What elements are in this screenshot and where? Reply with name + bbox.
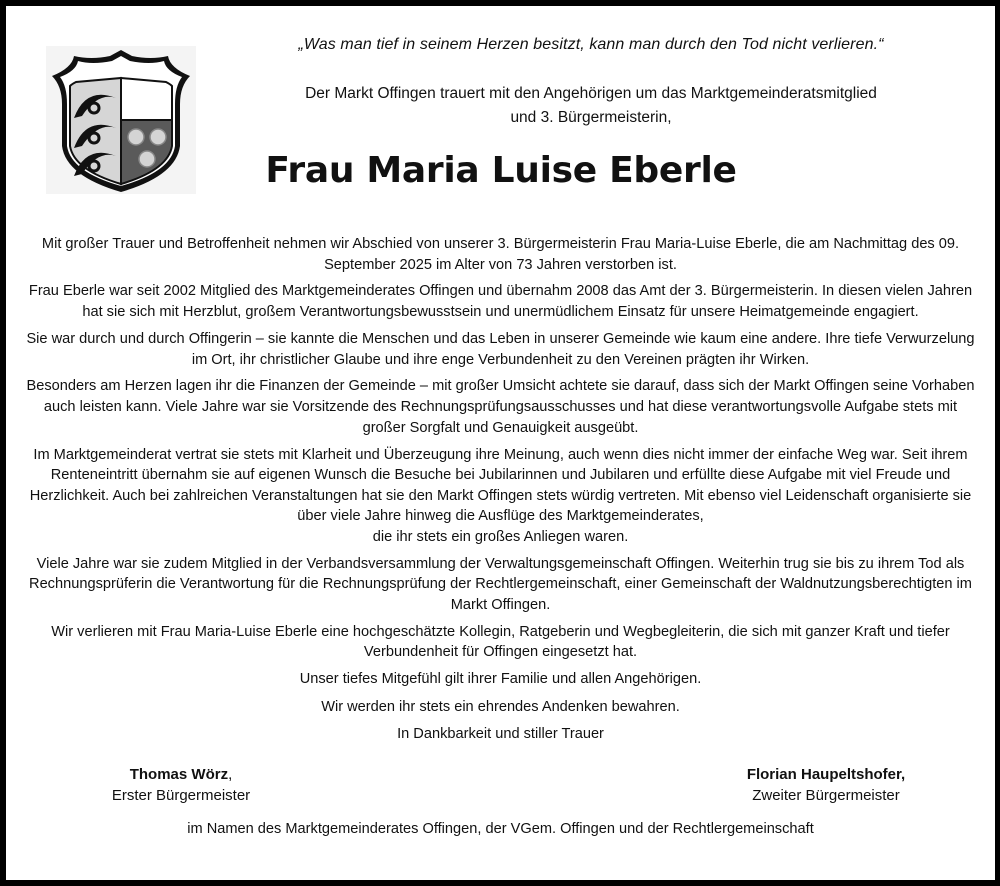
- signatory-name: Florian Haupeltshofer,: [746, 766, 906, 783]
- intro-line-2: und 3. Bürgermeisterin,: [510, 109, 672, 126]
- paragraph: Frau Eberle war seit 2002 Mitglied des Marktgemeinderates Offingen und übernahm 2008 das Amt der 3. Bürgermeisterin. In diesen vielen Jahren hat sie sich mit Herzblut, großem Verantwortungsbewusstsein und unermüdlichem Einsatz für unsere Heimatgemeinde engagiert.: [28, 283, 973, 321]
- on-behalf-of-text: im Namen des Marktgemeinderates Offingen, der VGem. Offingen und der Rechtlergemeinschaft: [187, 821, 814, 837]
- intro-line-1: Der Markt Offingen trauert mit den Angehörigen um das Marktgemeinderatsmitglied: [305, 85, 877, 102]
- signature-left: [101, 764, 261, 806]
- memorial-quote: „Was man tief in seinem Herzen besitzt, kann man durch den Tod nicht verlieren.“: [298, 36, 884, 53]
- paragraph: Wir verlieren mit Frau Maria-Luise Eberle eine hochgeschätzte Kollegin, Ratgeberin und Wegbegleiterin, die sich mit ganzer Kraft und tiefer Verbundenheit für Offingen eingesetzt hat.: [51, 623, 950, 661]
- signatory-name: Thomas Wörz: [129, 766, 229, 783]
- signatory-name-suffix: ,: [228, 766, 233, 783]
- paragraph: Wir werden ihr stets ein ehrendes Andenken bewahren.: [321, 698, 680, 715]
- paragraph: Mit großer Trauer und Betroffenheit nehmen wir Abschied von unserer 3. Bürgermeisterin Frau Maria-Luise Eberle, die am Nachmittag des 09. September 2025 im Alter von 73 Jahren verstorben ist.: [41, 236, 960, 273]
- paragraph: die ihr stets ein großes Anliegen waren.: [372, 528, 629, 545]
- paragraph: In Dankbarkeit und stiller Trauer: [397, 725, 604, 742]
- paragraph: Viele Jahre war sie zudem Mitglied in der Verbandsversammlung der Verwaltungsgemeinschaft Offingen. Weiterhin trug sie bis zu ihrem Tod als Rechnungsprüferin die Verantwortung für die Rechnungsprüfung der Rechtlergemeinschaft, einer Gemeinschaft der Waldnutzungsberechtigten im Markt Offingen.: [29, 555, 972, 613]
- paragraph: Unser tiefes Mitgefühl gilt ihrer Familie und allen Angehörigen.: [299, 671, 702, 688]
- paragraph: Im Marktgemeinderat vertrat sie stets mit Klarheit und Überzeugung ihre Meinung, auch wenn dies nicht immer der einfache Weg war. Seit ihrem Renteneintritt übernahm sie auf eigenen Wunsch die Besuche bei Jubilarinnen und Jubilaren und erfüllte diese Aufgabe mit viel Freude und Herzlichkeit. Auch bei zahlreichen Veranstaltungen hat sie den Markt Offingen stets würdig vertreten. Mit ebenso viel Leidenschaft organisierte sie über viele Jahre hinweg die Ausflüge des Marktgemeinderates,: [29, 446, 972, 525]
- signatory-title: Erster Bürgermeister: [111, 787, 251, 804]
- signatory-title: Zweiter Bürgermeister: [752, 787, 900, 804]
- obituary-notice: [6, 6, 995, 880]
- paragraph: Besonders am Herzen lagen ihr die Finanzen der Gemeinde – mit großer Umsicht achtete sie darauf, dass sich der Markt Offingen seine Vorhaben auch leisten kann. Viele Jahre war sie Vorsitzende des Rechnungsprüfungsausschusses und hat diese verantwortungsvolle Aufgabe stets mit großer Sorgfalt und Genauigkeit ausgeübt.: [26, 378, 975, 436]
- signature-right: [726, 764, 926, 806]
- obituary-body: [24, 234, 977, 751]
- deceased-name: Frau Maria Luise Eberle: [265, 150, 737, 191]
- paragraph: Sie war durch und durch Offingerin – sie kannte die Menschen und das Leben in unserer Gemeinde wie kaum eine andere. Ihre tiefe Verwurzelung im Ort, ihr christlicher Glaube und ihre enge Verbundenheit zu den Vereinen prägten ihr Wirken.: [26, 330, 975, 368]
- intro-text: [206, 82, 976, 130]
